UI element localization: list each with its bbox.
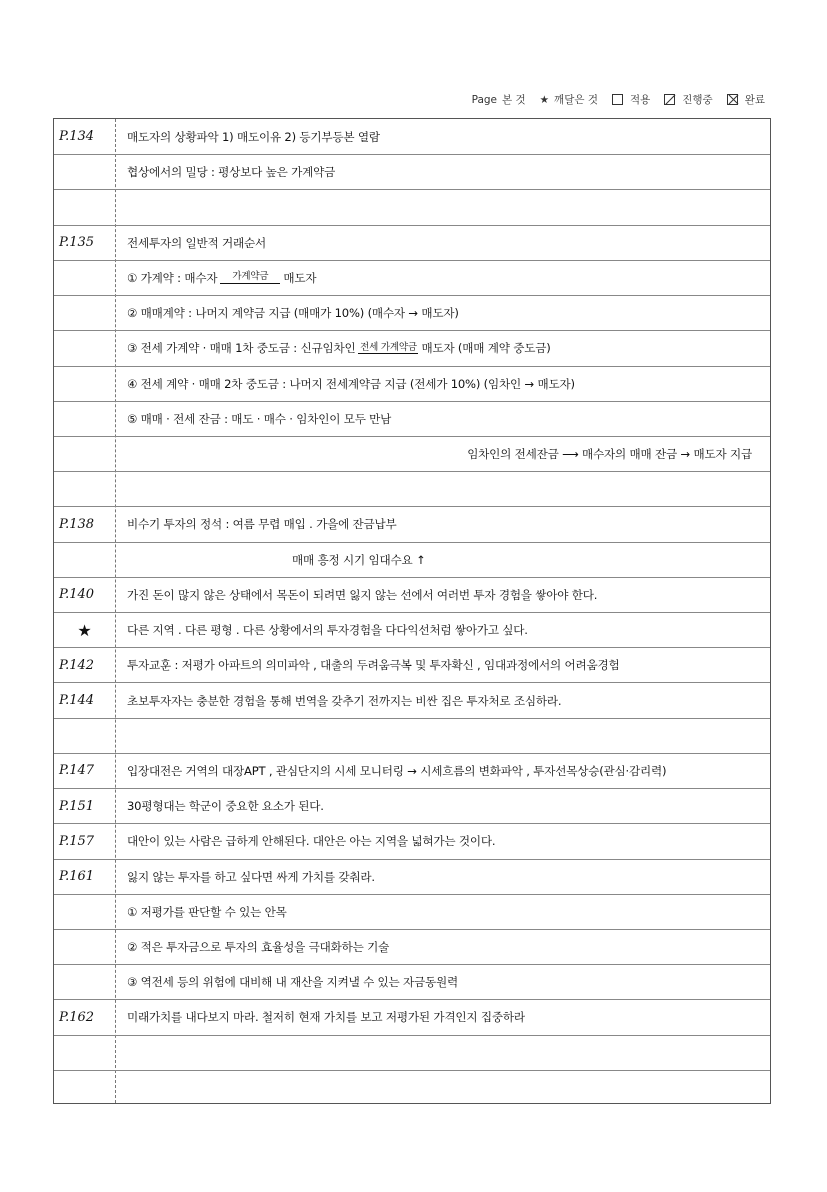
note-text-before-arrow: ③ 전세 가계약 · 매매 1차 중도금 : 신규임차인 bbox=[127, 341, 356, 356]
note-text bbox=[127, 1071, 766, 1105]
legend-done-label: 완료 bbox=[744, 94, 765, 106]
legend-page-label: Page bbox=[471, 93, 497, 106]
page-number bbox=[54, 543, 115, 577]
page-number bbox=[54, 437, 115, 471]
page-number bbox=[54, 367, 115, 401]
note-text: ② 매매계약 : 나머지 계약금 지급 (매매가 10%) (매수자 → 매도자) bbox=[127, 306, 459, 321]
arrow-line-icon bbox=[358, 353, 418, 354]
note-row bbox=[54, 682, 770, 717]
legend-apply-label: 적용 bbox=[629, 94, 651, 106]
note-text: 미래가치를 내다보지 마라. 철저히 현재 가치를 보고 저평가된 가격인지 집중하라 bbox=[127, 1010, 525, 1025]
note-row bbox=[54, 788, 770, 823]
note-text: 매도자의 상황파악 1) 매도이유 2) 등기부등본 열람 bbox=[127, 129, 380, 144]
note-text bbox=[127, 331, 766, 365]
note-row bbox=[54, 964, 770, 999]
note-row bbox=[54, 471, 770, 506]
arrow-line-icon bbox=[220, 283, 280, 284]
page-number: P.157 bbox=[59, 833, 95, 849]
note-text: 비수기 투자의 정석 : 여름 무렵 매입 . 가을에 잔금납부 bbox=[127, 517, 397, 532]
note-text bbox=[127, 1036, 766, 1070]
note-text: 다른 지역 . 다른 평형 . 다른 상황에서의 투자경험을 다다익선처럼 쌓아가고 싶다. bbox=[127, 623, 528, 638]
page-number bbox=[54, 190, 115, 224]
page-number: P.138 bbox=[59, 516, 95, 532]
page-number bbox=[54, 331, 115, 365]
note-text: 투자교훈 : 저평가 아파트의 의미파악 , 대출의 두려움극복 및 투자확신 , 임대과정에서의 어려움경험 bbox=[127, 658, 620, 673]
note-row bbox=[54, 119, 770, 154]
note-row bbox=[54, 542, 770, 577]
note-row bbox=[54, 577, 770, 612]
note-text-after-arrow: 매도자 bbox=[283, 270, 317, 285]
note-row bbox=[54, 225, 770, 260]
note-row bbox=[54, 647, 770, 682]
note-row bbox=[54, 366, 770, 401]
note-row bbox=[54, 999, 770, 1034]
note-row bbox=[54, 401, 770, 436]
note-text: 가진 돈이 많지 않은 상태에서 목돈이 되려면 잃지 않는 선에서 여러번 투자 경험을 쌓아야 한다. bbox=[127, 587, 598, 602]
page-number bbox=[54, 1036, 115, 1070]
note-text: 전세투자의 일반적 거래순서 bbox=[127, 235, 266, 250]
note-text-after-arrow: 매도자 (매매 계약 중도금) bbox=[421, 341, 551, 356]
note-row bbox=[54, 1070, 770, 1105]
note-text: 초보투자자는 충분한 경험을 통해 번역을 갖추기 전까지는 비싼 집은 투자처로 조심하라. bbox=[127, 693, 562, 708]
star-icon: ★ bbox=[539, 93, 550, 106]
page-number bbox=[54, 930, 115, 964]
page-number: P.135 bbox=[59, 235, 95, 251]
arrow-label-text: 가계약금 bbox=[232, 271, 269, 283]
empty-checkbox-icon bbox=[612, 94, 623, 105]
page-number bbox=[54, 1071, 115, 1105]
note-text: 30평형대는 학군이 중요한 요소가 된다. bbox=[127, 799, 324, 814]
legend-seen-label: 본 것 bbox=[502, 94, 526, 106]
arrow-label-text: 전세 가계약금 bbox=[360, 341, 417, 353]
x-checkbox-icon bbox=[727, 94, 738, 105]
page-number: P.134 bbox=[59, 129, 95, 145]
page-number bbox=[54, 402, 115, 436]
note-row bbox=[54, 506, 770, 541]
note-row bbox=[54, 295, 770, 330]
note-row bbox=[54, 436, 770, 471]
note-text: 잃지 않는 투자를 하고 싶다면 싸게 가치를 갖춰라. bbox=[127, 869, 375, 884]
note-row bbox=[54, 894, 770, 929]
page-number: P.144 bbox=[59, 693, 95, 709]
star-icon: ★ bbox=[77, 620, 92, 640]
page-number bbox=[54, 261, 115, 295]
note-row bbox=[54, 859, 770, 894]
page-number bbox=[54, 965, 115, 999]
page-number bbox=[54, 296, 115, 330]
note-row bbox=[54, 260, 770, 295]
note-sheet bbox=[53, 118, 771, 1104]
page-number bbox=[54, 895, 115, 929]
note-row bbox=[54, 612, 770, 647]
page-number: P.161 bbox=[59, 869, 95, 885]
note-text: 입장대전은 거역의 대장APT , 관심단지의 시세 모니터링 → 시세흐름의 변화파악 , 투자선목상승(관심·감리력) bbox=[127, 763, 667, 778]
legend bbox=[472, 92, 765, 107]
note-text: 협상에서의 밀당 : 평상보다 높은 가계약금 bbox=[127, 165, 336, 180]
note-row bbox=[54, 1035, 770, 1070]
note-text-before-arrow: ① 가계약 : 매수자 bbox=[127, 270, 218, 285]
page-number: P.162 bbox=[59, 1009, 95, 1025]
labeled-arrow bbox=[220, 272, 280, 284]
note-text bbox=[127, 472, 766, 506]
note-text: ④ 전세 계약 · 매매 2차 중도금 : 나머지 전세계약금 지급 (전세가 10%) (임차인 → 매도자) bbox=[127, 376, 575, 391]
note-text: ② 적은 투자금으로 투자의 효율성을 극대화하는 기술 bbox=[127, 940, 390, 955]
legend-realized-label: 깨달은 것 bbox=[554, 94, 598, 106]
labeled-arrow bbox=[358, 343, 418, 355]
note-row bbox=[54, 823, 770, 858]
note-row bbox=[54, 718, 770, 753]
note-row bbox=[54, 330, 770, 365]
note-text: 대안이 있는 사람은 급하게 안해된다. 대안은 아는 지역을 넓혀가는 것이다. bbox=[127, 834, 496, 849]
page-number: P.142 bbox=[59, 657, 95, 673]
note-row bbox=[54, 189, 770, 224]
note-text: ① 저평가를 판단할 수 있는 안목 bbox=[127, 904, 287, 919]
slash-checkbox-icon bbox=[664, 94, 675, 105]
note-text: 매매 흥정 시기 임대수요 ↑ bbox=[292, 552, 426, 567]
page-number bbox=[54, 155, 115, 189]
note-text: 임차인의 전세잔금 ⟶ 매수자의 매매 잔금 → 매도자 지급 bbox=[467, 447, 752, 462]
page-number bbox=[54, 719, 115, 753]
page-number: P.147 bbox=[59, 763, 95, 779]
page-number: P.151 bbox=[59, 798, 95, 814]
page-number bbox=[54, 472, 115, 506]
note-text bbox=[127, 190, 766, 224]
note-text: ③ 역전세 등의 위험에 대비해 내 재산을 지켜낼 수 있는 자금동원력 bbox=[127, 975, 459, 990]
legend-in-progress-label: 진행중 bbox=[682, 94, 713, 106]
note-row bbox=[54, 753, 770, 788]
note-text bbox=[127, 719, 766, 753]
note-row bbox=[54, 154, 770, 189]
note-text bbox=[127, 261, 766, 295]
note-text: ⑤ 매매 · 전세 잔금 : 매도 · 매수 · 임차인이 모두 만남 bbox=[127, 411, 392, 426]
page-number: P.140 bbox=[59, 587, 95, 603]
note-row bbox=[54, 929, 770, 964]
